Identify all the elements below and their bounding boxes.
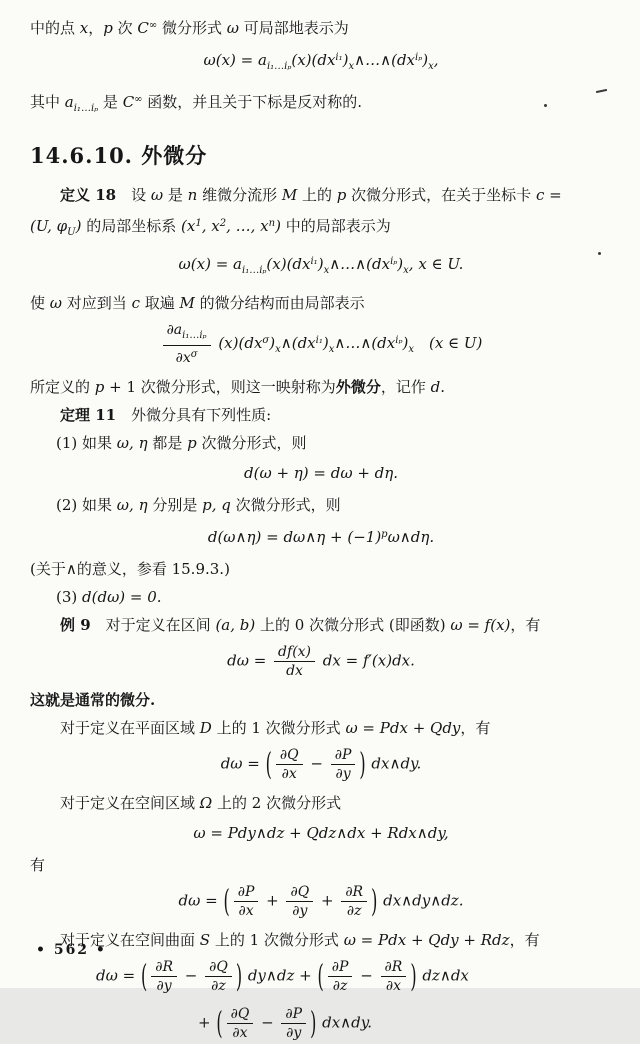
display-formula-curl-3d-line2: + ( $\frac{\partial Q}{\partial x}$ − $\frac{\partial P}{\partial y}$ ) dx∧dy. [198, 1004, 373, 1041]
property-3: (3) d(dω) = 0. [56, 588, 162, 606]
paragraph-plane-1form: 对于定义在平面区域 D 上的 1 次微分形式 ω = Pdx + Qdy，有 [60, 719, 491, 737]
display-formula-curl-3d-line1: dω = ( $\frac{\partial R}{\partial y}$ − $\frac{\partial Q}{\partial z}$ ) dy∧dz + ( $\frac{\partial P}{\partial z}$ − $\frac{\partial R}{\partial x}$ ) dz∧dx [96, 957, 469, 994]
paragraph-have: 有 [30, 856, 46, 874]
paragraph-usual-differential: 这就是通常的微分. [30, 691, 156, 709]
property-2: (2) 如果 ω, η 分别是 p, q 次微分形式，则 [56, 496, 341, 514]
paragraph-correspondence: 使 ω 对应到当 c 取遍 M 的微分结构而由局部表示 [30, 294, 365, 312]
display-formula-omega-local: $\omega(x) = a_{i_1\dots i_p}(x)(dx^{i_1})_x\wedge\dots\wedge(dx^{i_p})_x$, [203, 51, 439, 72]
paragraph-antisymmetric: 其中 $a_{i_1\dots i_p}$ 是 C∞ 函数，并且关于下标是反对称的. [30, 93, 363, 114]
paragraph-exterior-name: 所定义的 p + 1 次微分形式，则这一映射称为外微分，记作 d. [30, 378, 445, 396]
section-heading: 14.6.10. 外微分 [30, 143, 208, 168]
display-formula-2form: ω = Pdy∧dz + Qdz∧dx + Rdx∧dy, [193, 824, 449, 842]
theorem-11-heading: 定理 11 外微分具有下列性质: [60, 406, 272, 424]
display-formula-divergence: dω = ( $\frac{\partial P}{\partial x}$ + $\frac{\partial Q}{\partial y}$ + $\frac{\partial R}{\partial z}$ ) dx∧dy∧dz. [178, 882, 464, 919]
display-formula-curl-2d: dω = ( $\frac{\partial Q}{\partial x}$ − $\frac{\partial P}{\partial y}$ ) dx∧dy. [220, 745, 422, 782]
property-1: (1) 如果 ω, η 都是 p 次微分形式，则 [56, 434, 307, 452]
page-number: • 562 • [36, 942, 107, 958]
definition-18-line2: (U, $\varphi_U$) 的局部坐标系 ($x^1$, $x^2$, …, $x^n$) 中的局部表示为 [30, 217, 391, 238]
scan-artifact [598, 252, 601, 255]
display-formula-additivity: d(ω + η) = dω + dη. [243, 464, 399, 482]
example-9: 例 9 对于定义在区间 (a, b) 上的 0 次微分形式 (即函数) ω = f(x)，有 [60, 616, 541, 634]
display-formula-exterior-derivative: $\frac{\partial a_{i_1\dots i_p}}{\partial x^\sigma}$ $(x)(dx^\sigma)_x\wedge(dx^{i_1})_x\wedge\dots\wedge(dx^{i_p})_x$ (x ∈ U) [30, 322, 612, 366]
display-formula-differential: dω = $\frac{df(x)}{dx}$ dx = f′(x)dx. [227, 644, 415, 679]
wedge-reference-note: (关于∧的意义，参看 15.9.3.) [30, 560, 230, 578]
definition-18-line1: 定义 18 设 ω 是 n 维微分流形 M 上的 p 次微分形式，在关于坐标卡 c = [60, 186, 562, 204]
paragraph-space-2form: 对于定义在空间区域 Ω 上的 2 次微分形式 [60, 794, 342, 812]
paragraph-surface-1form: 对于定义在空间曲面 S 上的 1 次微分形式 ω = Pdx + Qdy + Rdz，有 [60, 931, 540, 949]
paragraph-continuation: 中的点 x，p 次 C∞ 微分形式 ω 可局部地表示为 [30, 19, 349, 37]
display-formula-leibniz: d(ω∧η) = dω∧η + $(-1)^p\omega\wedge d\eta$. [207, 528, 435, 546]
scan-artifact [544, 104, 547, 107]
display-formula-omega-local-u: $\omega(x) = a_{i_1\dots i_p}(x)(dx^{i_1})_x\wedge\dots\wedge(dx^{i_p})_x$, x ∈ U. [178, 255, 464, 276]
